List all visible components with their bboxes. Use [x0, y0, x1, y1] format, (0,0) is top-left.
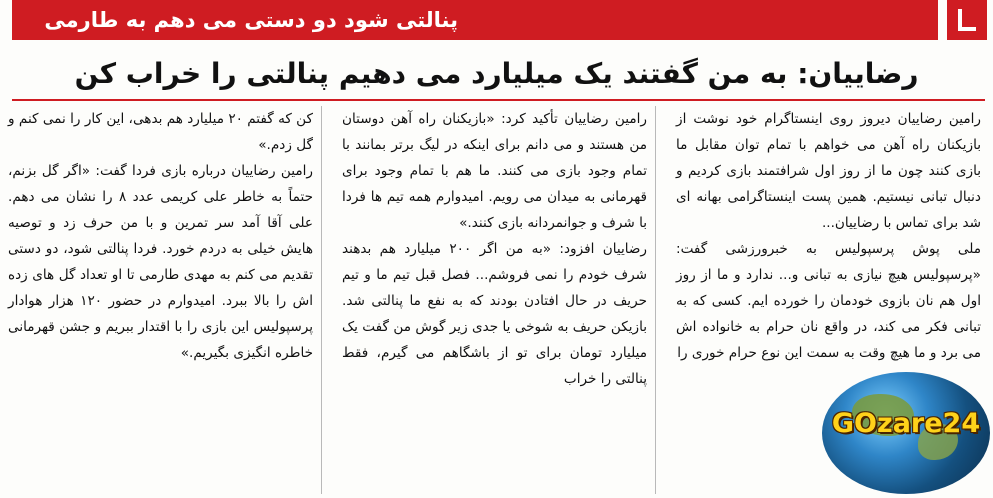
watermark-text: GOzare24: [831, 408, 981, 439]
kicker-bar: [12, 0, 938, 40]
headline-rule: [12, 99, 985, 101]
paragraph: کن که گفتم ۲۰ میلیارد هم بدهی، این کار را نمی کنم و گل زدم.»: [8, 111, 313, 153]
article-column-1: [676, 106, 981, 366]
article-column-2: [342, 106, 647, 392]
headline: رضاییان: به من گفتند یک میلیارد می دهیم پنالتی را خراب کن: [74, 57, 919, 90]
newspaper-logo-icon: [947, 0, 987, 40]
column-divider: [321, 106, 322, 494]
column-divider: [655, 106, 656, 494]
logo-mark: [958, 9, 976, 31]
paragraph: رامین رضاییان دیروز روی اینستاگرام خود نوشت از بازیکنان راه آهن می خواهم با تمام توان مقابل ما بازی کنند چون ما از روز اول شرافتمند بازی کردیم و دنبال تبانی نیستیم. همین پست اینستاگرامی بهانه ای شد برای تماس با رضاییان...: [676, 111, 981, 231]
paragraph: رامین رضاییان درباره بازی فردا گفت: «اگر گل بزنم، حتماً به خاطر علی کریمی عدد ۸ را نشان می دهم. علی آقا آمد سر تمرین و با من حرف زد و توصیه هایش خیلی به دردم خورد. فردا پنالتی شود، دو دستی تقدیم می کنم به مهدی طارمی تا او تعداد گل های زده اش را بالا ببرد. امیدوارم در حضور ۱۲۰ هزار هوادار پرسپولیس این بازی را با اقتدار ببریم و جشن قهرمانی خاطره انگیزی بگیریم.»: [8, 163, 314, 361]
watermark-globe-logo: [822, 372, 990, 494]
paragraph: رضاییان افزود: «به من اگر ۲۰۰ میلیارد هم بدهند شرف خودم را نمی فروشم... فصل قبل تیم ما و تیم حریف در حال افتادن بودند که به نفع ما پنالتی شد. بازیکن حریف به شوخی یا جدی زیر گوش من گفت یک میلیارد تومان برای تو از باشگاهم می گیرم، فقط پنالتی را خراب: [342, 241, 648, 387]
kicker-text: پنالتی شود دو دستی می دهم به طارمی: [44, 8, 458, 32]
article-column-3: [8, 106, 313, 366]
paragraph: ملی پوش پرسپولیس به خبرورزشی گفت: «پرسپولیس هیچ نیازی به تبانی و... ندارد و ما از روز اول هم نان بازوی خودمان را خورده ایم. کسی که به تبانی فکر می کند، در واقع نان حرام به خانواده اش می برد و ما هیچ وقت به سمت این نوع حرام خوری را: [676, 241, 981, 361]
paragraph: رامین رضاییان تأکید کرد: «بازیکنان راه آهن دوستان من هستند و می دانم برای اینکه در لیگ برتر بمانند با تمام وجود بازی می کنند. ما هم با تمام وجود برای قهرمانی به میدان می رویم. امیدوارم همه تیم ها فردا با شرف و جوانمردانه بازی کنند.»: [342, 111, 647, 231]
